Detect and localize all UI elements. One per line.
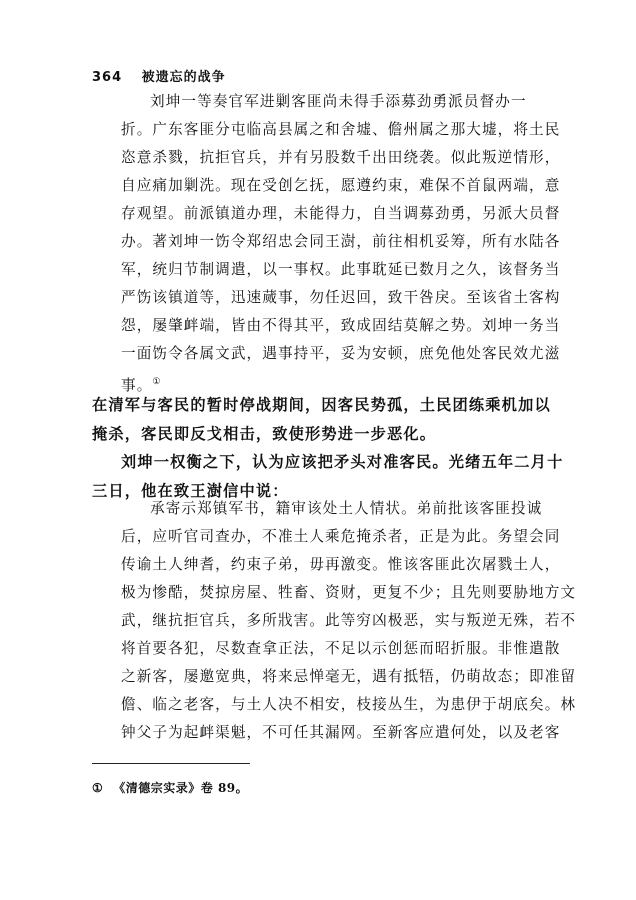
paragraph-line: 三日，他在致王澍信中说： — [92, 482, 289, 500]
quote-line: 传谕土人绅耆，约束子弟，毋再激变。惟该客匪此次屠戮土人， — [121, 556, 561, 573]
footnote-marker: ① — [92, 781, 104, 795]
quote-line: 折。广东客匪分屯临高县属之和舍墟、儋州属之那大墟，将土民 — [121, 121, 561, 138]
quote-line: 怨，屡肇衅端，皆由不得其平，致成固结莫解之势。刘坤一务当 — [121, 317, 561, 334]
quote-line: 恣意杀戮，抗拒官兵，并有另股数千出田绕袭。似此叛逆情形， — [121, 149, 561, 166]
quote-line: 严饬该镇道等，迅速蒇事，勿任迟回，致干咎戾。至该省土客构 — [121, 289, 561, 306]
quote-line: 存观望。前派镇道办理，未能得力，自当调募劲勇，另派大员督 — [121, 205, 561, 222]
quote-line: 刘坤一等奏官军进剿客匪尚未得手添募劲勇派员督办一 — [150, 93, 527, 110]
quote-line: 自应痛加剿洗。现在受创乞抚，愿遵约束，难保不首鼠两端，意 — [121, 177, 561, 194]
quote-line: 之新客，屡邀宽典，将来忌惮毫无，遇有抵牾，仍萌故态；即准留 — [121, 668, 577, 685]
quote-line: 后，应听官司查办，不准土人乘危掩杀者，正是为此。务望会同 — [121, 528, 561, 545]
quote-line-text: 事。 — [121, 377, 153, 394]
paragraph-line: 在清军与客民的暂时停战期间，因客民势孤，土民团练乘机加以 — [92, 396, 551, 414]
quote-line: 军，统归节制调遣，以一事权。此事耽延已数月之久，该督务当 — [121, 261, 561, 278]
footnote-text: 《清德宗实录》卷 89。 — [113, 781, 249, 795]
block-quote-edict — [121, 88, 561, 396]
footnote — [92, 779, 248, 796]
quote-line: 一面饬令各属文武，遇事持平，妥为安顿，庶免他处客民效尤滋 — [121, 345, 561, 362]
running-title: 被遗忘的战争 — [141, 70, 226, 85]
page-number: 364 — [92, 70, 123, 85]
quote-line: 办。著刘坤一饬令郑绍忠会同王澍，前往相机妥筹，所有水陆各 — [121, 233, 561, 250]
footnote-reference: ① — [152, 377, 162, 387]
quote-line: 武，继抗拒官兵，多所戕害。此等穷凶极恶，实与叛逆无殊，若不 — [121, 612, 577, 629]
quote-line: 儋、临之老客，与土人决不相安，枝接丛生，为患伊于胡底矣。林 — [121, 696, 577, 713]
quote-line: 钟父子为起衅渠魁，不可任其漏网。至新客应遣何处，以及老客 — [121, 724, 561, 741]
footnote-divider — [92, 763, 250, 764]
quote-line: 承寄示郑镇军书，籍审该处土人情状。弟前批该客匪投诚 — [150, 500, 543, 517]
body-paragraph — [92, 391, 552, 449]
quote-line: 将首要各犯，尽数查拿正法，不足以示创惩而昭折服。非惟遣散 — [121, 640, 561, 657]
paragraph-line: 刘坤一权衡之下，认为应该把矛头对准客民。光绪五年二月十 — [121, 453, 564, 471]
quote-line: 极为惨酷，焚掠房屋、牲畜、资财，更复不少；且先则要胁地方文 — [121, 584, 577, 601]
running-header — [92, 66, 226, 85]
block-quote-letter — [121, 495, 577, 747]
paragraph-line: 掩杀，客民即反戈相击，致使形势进一步恶化。 — [92, 425, 437, 443]
